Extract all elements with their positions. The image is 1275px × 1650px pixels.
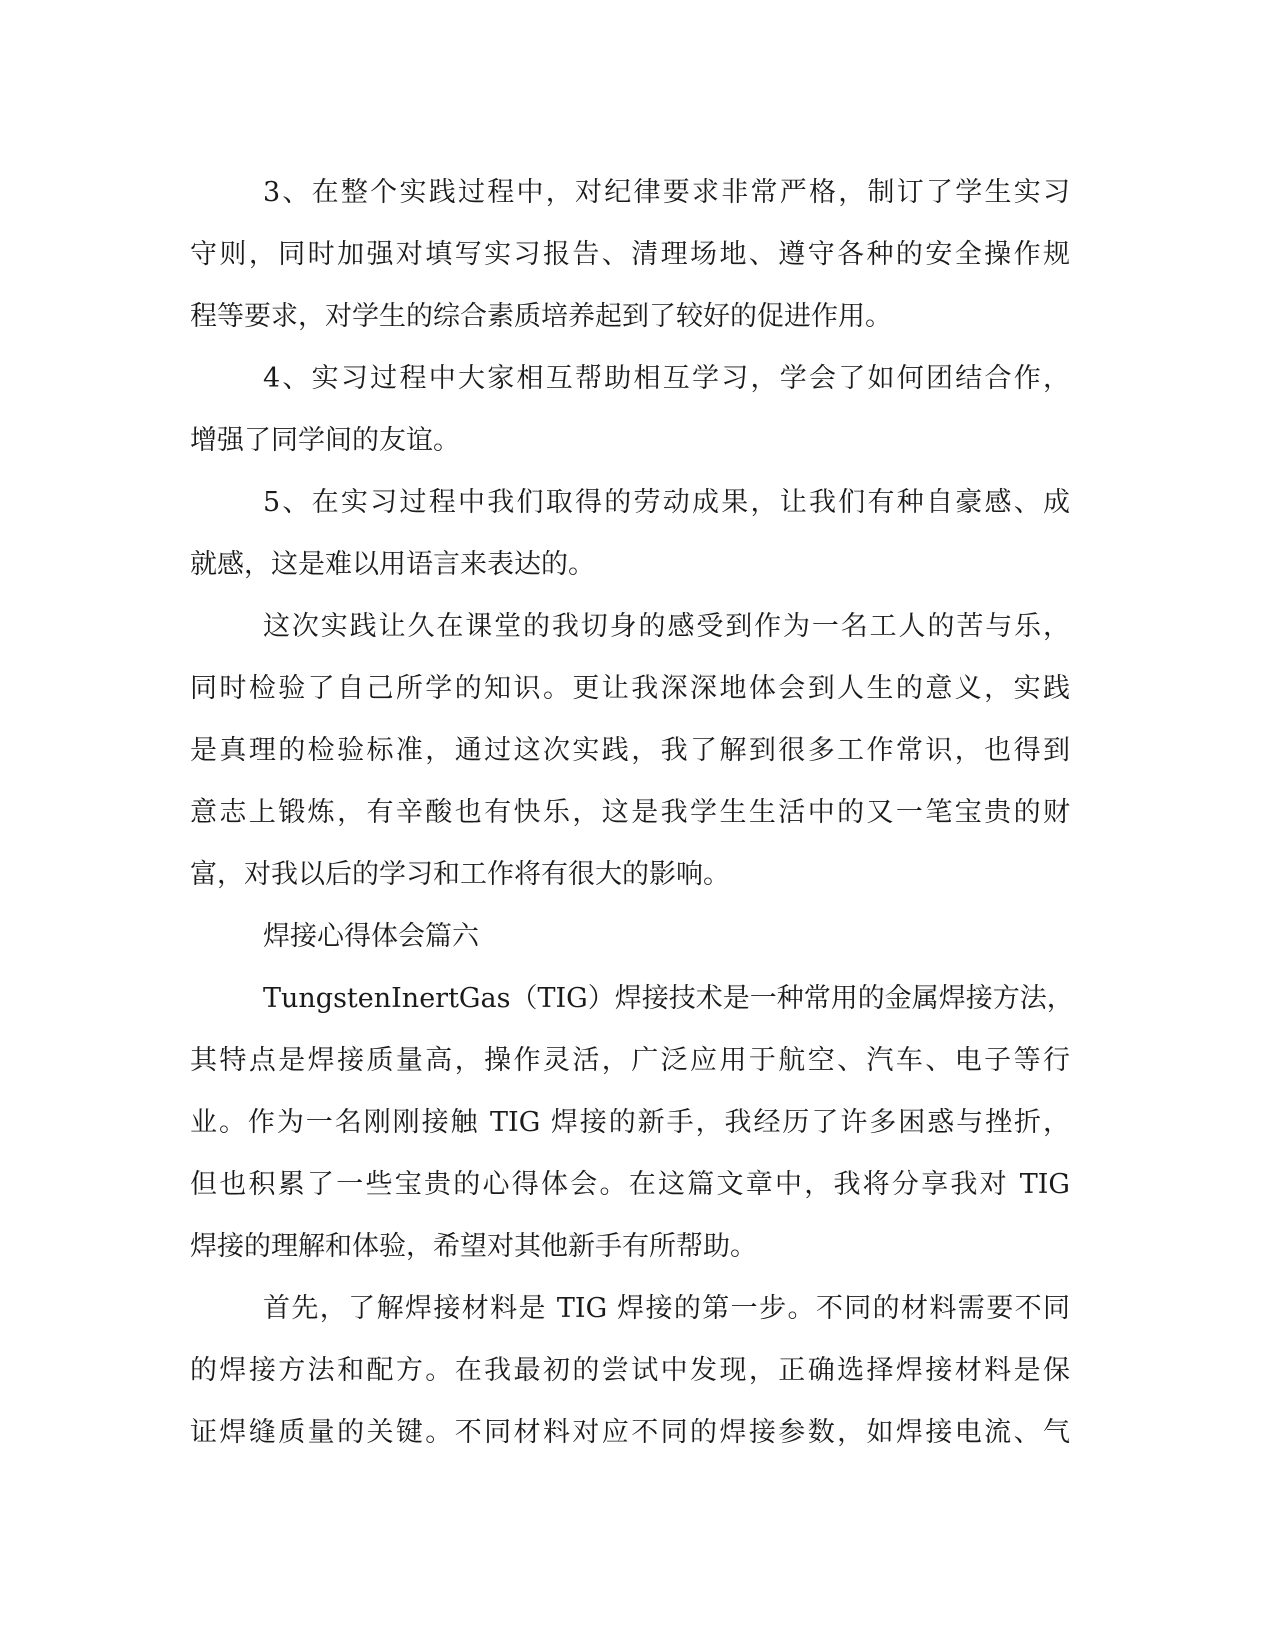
tig-materials-line-2: 的焊接方法和配方。在我最初的尝试中发现，正确选择焊接材料是保 [190,1355,1070,1386]
paragraph-5-line-2: 就感，这是难以用语言来表达的。 [190,549,595,580]
paragraph-5-line-1: 5、在实习过程中我们取得的劳动成果，让我们有种自豪感、成 [263,487,1070,518]
tig-intro-line-3: 业。作为一名刚刚接触 TIG 焊接的新手，我经历了许多困惑与挫折， [190,1107,1070,1138]
paragraph-4-line-1: 4、实习过程中大家相互帮助相互学习，学会了如何团结合作， [263,363,1070,394]
tig-intro-line-2: 其特点是焊接质量高，操作灵活，广泛应用于航空、汽车、电子等行 [190,1045,1070,1076]
summary-line-2: 同时检验了自己所学的知识。更让我深深地体会到人生的意义，实践 [190,673,1070,704]
summary-line-5: 富，对我以后的学习和工作将有很大的影响。 [190,859,730,890]
paragraph-3-line-2: 守则，同时加强对填写实习报告、清理场地、遵守各种的安全操作规 [190,239,1070,270]
tig-intro-line-1: TungstenInertGas（TIG）焊接技术是一种常用的金属焊接方法， [263,983,1074,1014]
tig-materials-line-3: 证焊缝质量的关键。不同材料对应不同的焊接参数，如焊接电流、气 [190,1417,1070,1448]
summary-line-1: 这次实践让久在课堂的我切身的感受到作为一名工人的苦与乐， [263,611,1070,642]
tig-materials-line-1: 首先，了解焊接材料是 TIG 焊接的第一步。不同的材料需要不同 [263,1293,1070,1324]
paragraph-3-line-3: 程等要求，对学生的综合素质培养起到了较好的促进作用。 [190,301,892,332]
body-text [190,162,1074,1464]
summary-line-4: 意志上锻炼，有辛酸也有快乐，这是我学生生活中的又一笔宝贵的财 [190,797,1070,828]
section-heading: 焊接心得体会篇六 [263,921,479,952]
summary-line-3: 是真理的检验标准，通过这次实践，我了解到很多工作常识，也得到 [190,735,1070,766]
paragraph-4-line-2: 增强了同学间的友谊。 [190,425,460,456]
tig-intro-line-5: 焊接的理解和体验，希望对其他新手有所帮助。 [190,1231,757,1262]
paragraph-3-line-1: 3、在整个实践过程中，对纪律要求非常严格，制订了学生实习 [263,177,1070,208]
tig-intro-line-4: 但也积累了一些宝贵的心得体会。在这篇文章中，我将分享我对 TIG [190,1169,1070,1200]
